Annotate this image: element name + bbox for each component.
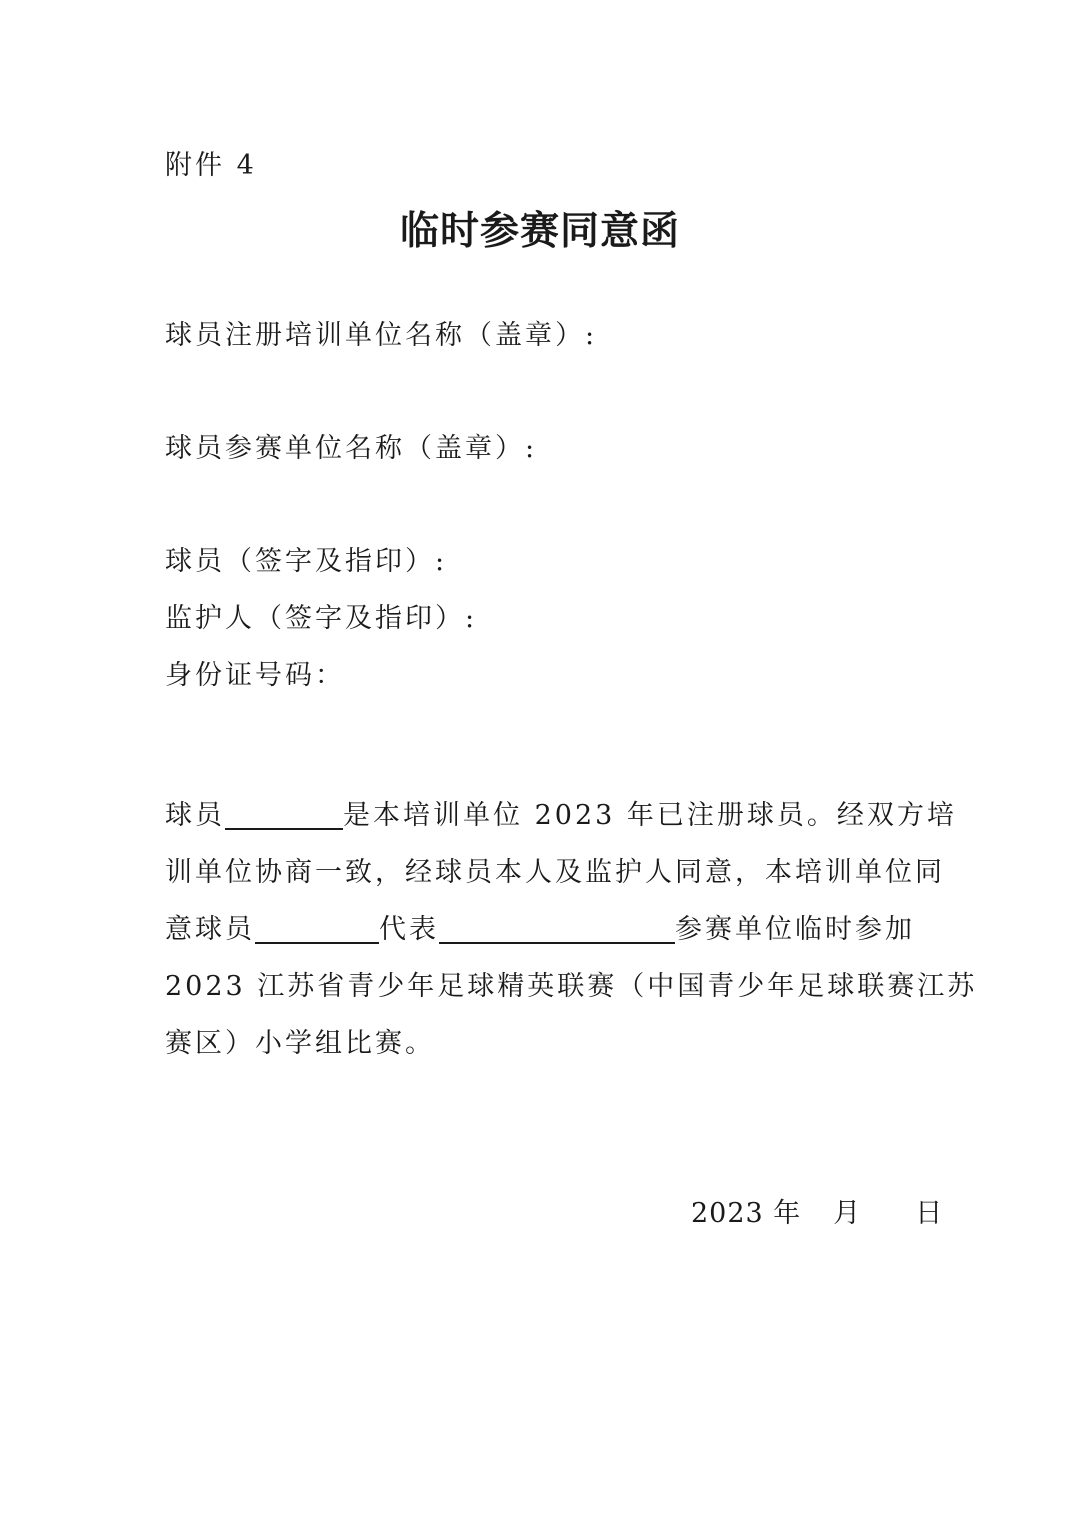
- date-year: 2023 年: [691, 1198, 802, 1229]
- paragraph-line-1: [165, 793, 957, 832]
- paragraph-line-3: [165, 907, 915, 946]
- attachment-label: 附件 4: [165, 150, 257, 181]
- paragraph-text: 是本培训单位 2023 年已注册球员。经双方培: [343, 800, 957, 831]
- signature-date: [691, 1191, 943, 1230]
- paragraph-text: 参赛单位临时参加: [675, 914, 915, 945]
- document-title: 临时参赛同意函: [399, 208, 680, 254]
- paragraph-line-2: 训单位协商一致，经球员本人及监护人同意，本培训单位同: [165, 857, 945, 888]
- field-player-signature: 球员（签字及指印）:: [165, 546, 448, 577]
- field-competition-unit: 球员参赛单位名称（盖章）:: [165, 433, 538, 464]
- paragraph-text: 代表: [379, 914, 439, 945]
- field-guardian-signature: 监护人（签字及指印）:: [165, 603, 478, 634]
- player-name-blank: [225, 798, 343, 830]
- paragraph-line-5: 赛区）小学组比赛。: [165, 1028, 435, 1059]
- date-month: 月: [833, 1198, 862, 1229]
- player-name-blank-2: [255, 912, 379, 944]
- paragraph-text: 意球员: [165, 914, 255, 945]
- paragraph-text: 球员: [165, 800, 225, 831]
- field-id-number: 身份证号码：: [165, 660, 345, 691]
- field-training-unit: 球员注册培训单位名称（盖章）:: [165, 320, 598, 351]
- represented-unit-blank: [439, 912, 675, 944]
- paragraph-line-4: 2023 江苏省青少年足球精英联赛（中国青少年足球联赛江苏: [165, 971, 978, 1002]
- date-day: 日: [915, 1198, 944, 1229]
